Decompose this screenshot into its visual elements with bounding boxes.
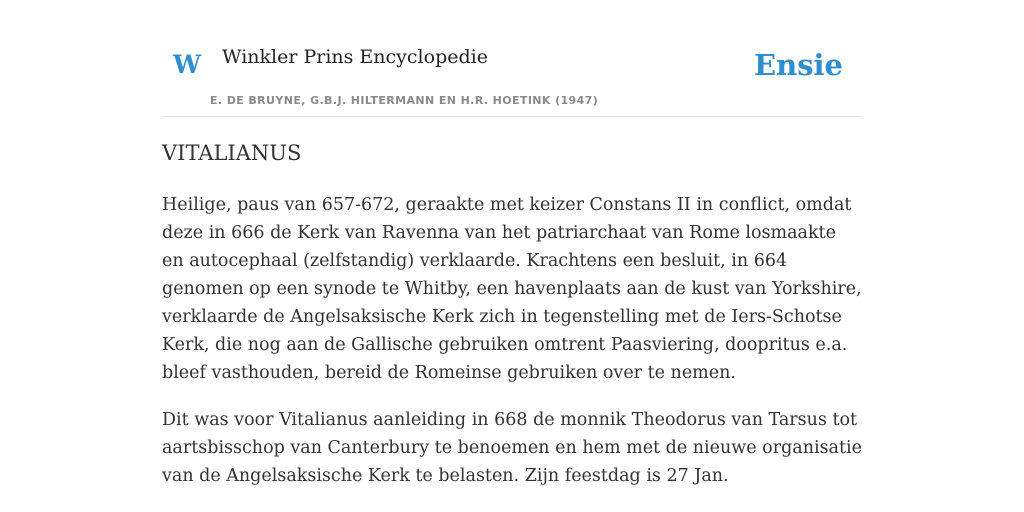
ensie-logo-link[interactable]: Ensie: [754, 48, 843, 82]
book-header: [162, 0, 862, 117]
page-container: [162, 0, 862, 486]
book-authors: E. DE BRUYNE, G.B.J. HILTERMANN EN H.R. HOETINK (1947): [210, 94, 599, 107]
entry-body: [162, 191, 862, 509]
entry-paragraph: Heilige, paus van 657-672, geraakte met keizer Constans II in conflict, omdat deze in 666 de Kerk van Ravenna van het patriarchaat van Rome losmaakte en autocephaal (zelfstandig) verklaarde. Krachtens een besluit, in 664 genomen op een synode te Whitby, een havenplaats aan de kust van Yorkshire, verklaarde de Angelsaksische Kerk zich in tegenstelling met de Iers-Schotse Kerk, die nog aan de Gallische gebruiken omtrent Paasviering, doopritus e.a. bleef vasthouden, bereid de Romeinse gebruiken over te nemen.: [162, 195, 862, 383]
entry-paragraph: Dit was voor Vitalianus aanleiding in 668 de monnik Theodorus van Tarsus tot aartsbisschop van Canterbury te benoemen en hem met de nieuwe organisatie van de Angelsaksische Kerk te belasten. Zijn feestdag is 27 Jan.: [162, 410, 862, 486]
encyclopedia-logo[interactable]: W: [173, 50, 202, 79]
entry-title: VITALIANUS: [162, 141, 302, 165]
book-title[interactable]: Winkler Prins Encyclopedie: [222, 46, 488, 68]
